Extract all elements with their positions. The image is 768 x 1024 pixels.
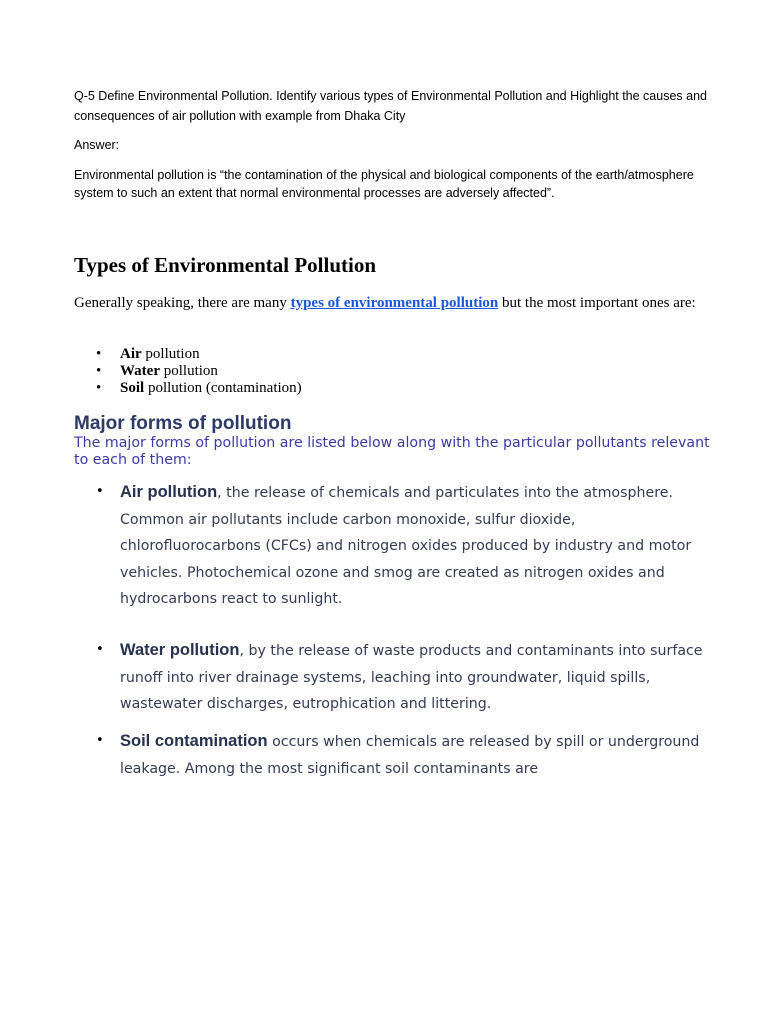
types-heading: Types of Environmental Pollution [74, 253, 377, 277]
list-item-text: pollution [141, 346, 200, 362]
list-item-text: occurs when chemicals are released by spill or underground leakage. Among the most significant soil contaminants are [120, 734, 700, 777]
list-item-term: Soil contamination [120, 732, 268, 750]
list-item-body [120, 728, 716, 782]
list-item-bold: Soil [120, 380, 145, 396]
bullet-icon: • [96, 733, 104, 748]
list-item-term: Air pollution [120, 483, 218, 501]
list-item-term: Water pollution [120, 641, 240, 659]
list-item [96, 346, 302, 363]
list-item-text: pollution [159, 363, 218, 379]
bullet-icon: • [96, 380, 102, 396]
list-item [96, 479, 716, 613]
major-forms-heading: Major forms of pollution [74, 413, 292, 434]
list-item [96, 363, 302, 380]
list-item-text: pollution (contamination) [144, 380, 302, 396]
list-item-body [120, 479, 716, 613]
types-intro-after: but the most important ones are: [498, 295, 696, 311]
bullet-icon: • [96, 363, 102, 379]
list-item-text: , by the release of waste products and contaminants into surface runoff into river drainage systems, leaching into groundwater, liquid spills, wastewater discharges, eutrophication and littering. [120, 643, 703, 712]
bullet-icon: • [96, 346, 102, 362]
list-item-bold: Air [120, 346, 142, 362]
types-list [96, 346, 302, 397]
bullet-icon: • [96, 642, 104, 657]
types-link[interactable]: types of environmental pollution [290, 295, 499, 311]
question-text: Q-5 Define Environmental Pollution. Identify various types of Environmental Pollution and Highlight the causes and consequences of air pollution with example from Dhaka City [74, 89, 707, 123]
types-intro-before: Generally speaking, there are many [74, 295, 291, 311]
bullet-icon: • [96, 484, 104, 499]
major-forms-intro: The major forms of pollution are listed below along with the particular pollutants relevant to each of them: [74, 435, 710, 468]
list-item [96, 728, 716, 782]
list-item-bold: Water [120, 363, 160, 379]
answer-label: Answer: [74, 138, 120, 152]
list-item-body [120, 637, 716, 718]
list-item [96, 380, 302, 397]
types-intro [74, 294, 704, 312]
definition-text: Environmental pollution is “the contamination of the physical and biological components of the earth/atmosphere system to such an extent that normal environmental processes are adversely affected”. [74, 168, 694, 200]
list-item [96, 637, 716, 718]
list-item-text: , the release of chemicals and particulates into the atmosphere. Common air pollutants include carbon monoxide, sulfur dioxide, chlorofluorocarbons (CFCs) and nitrogen oxides produced by industry and motor vehicles. Photochemical ozone and smog are created as nitrogen oxides and hydrocarbons react to sunlight. [120, 485, 692, 607]
